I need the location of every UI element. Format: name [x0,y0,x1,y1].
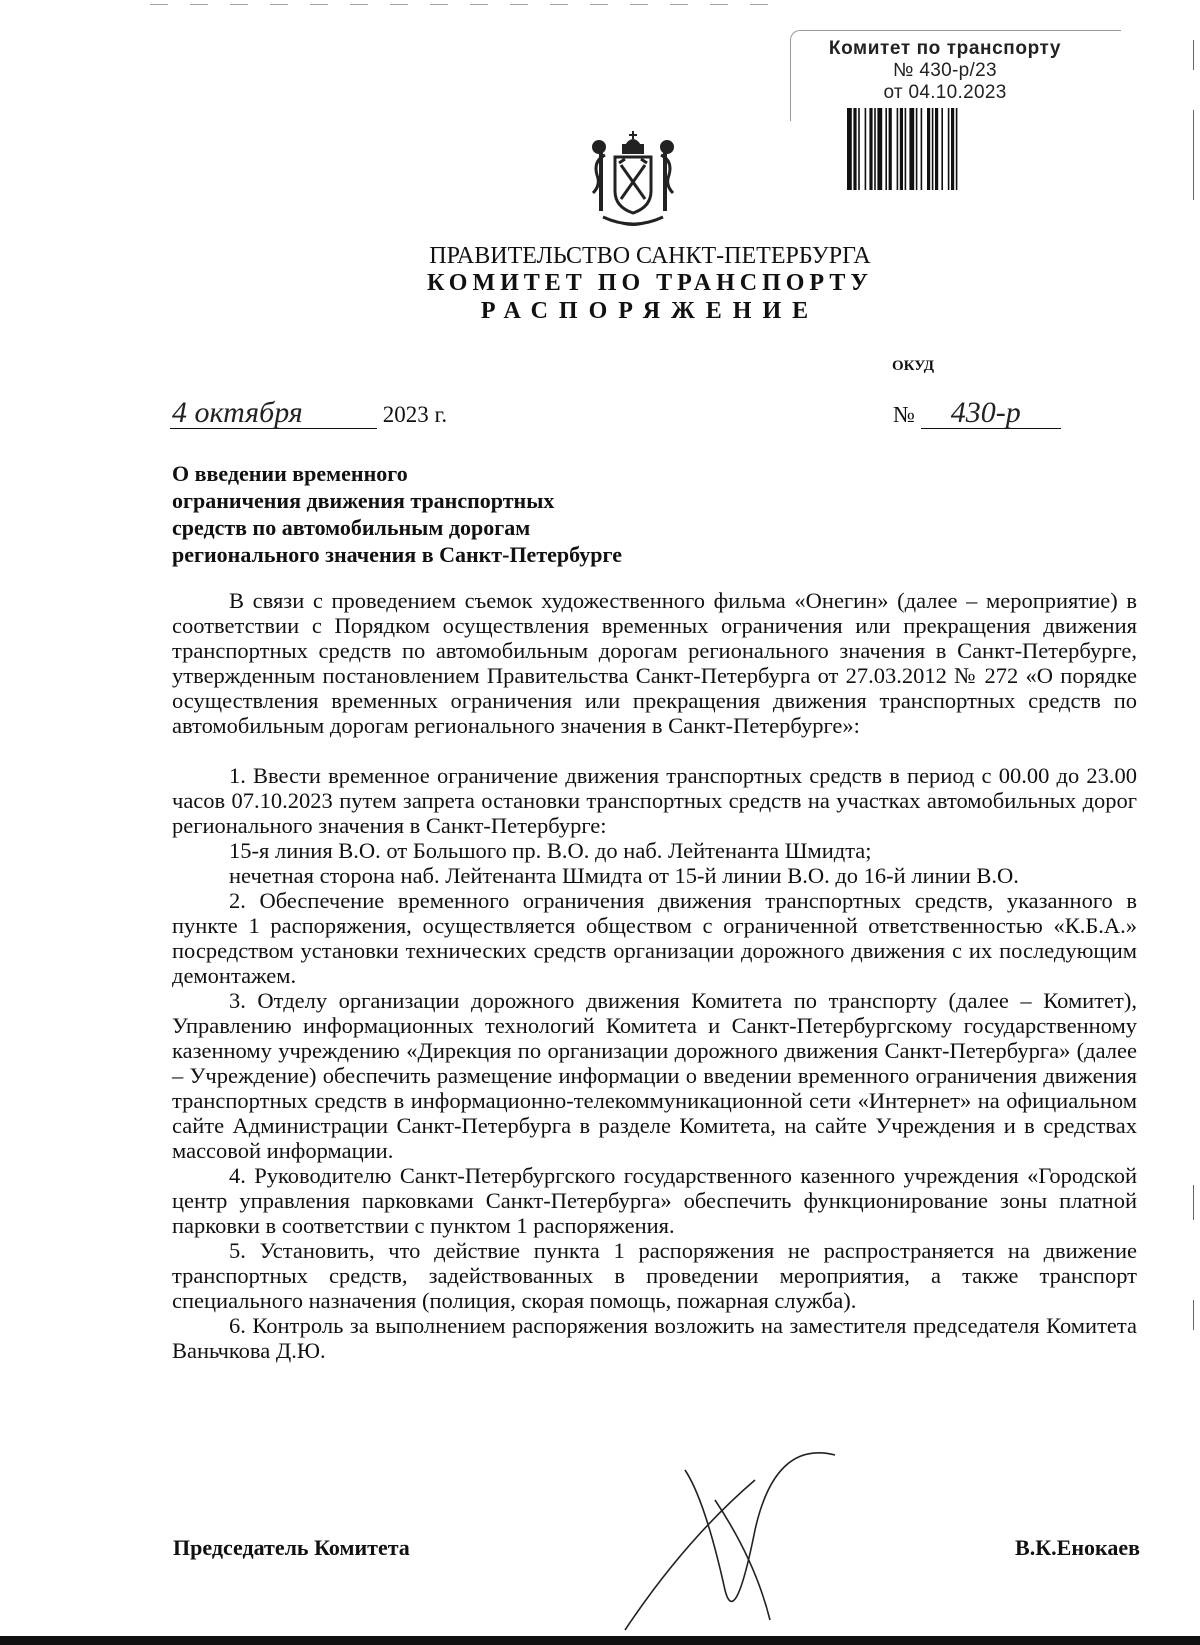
signatory-position: Председатель Комитета [173,1535,410,1560]
paragraph-1: 1. Ввести временное ограничение движения транспортных средств в период с 00.00 до 23.00 часов 07.10.2023 путем запрета остановки транспортных средств на участках автомобильных дорог регионального значения в Санкт-Петербурге: [172,763,1137,838]
stamp-number: № 430-р/23 [893,60,997,81]
handwritten-date: 4 октября [170,398,377,429]
scan-artifact-edge [1193,40,1194,70]
paragraph-4: 4. Руководителю Санкт-Петербургского государственного казенного учреждения «Городской центр управления парковками Санкт-Петербурга» обеспечить функционирование зоны платной парковки в соответствии с пунктом 1 распоряжения. [172,1163,1137,1238]
government-title: ПРАВИТЕЛЬСТВО САНКТ-ПЕТЕРБУРГА [429,243,871,269]
subject-line: регионального значения в Санкт-Петербурге [172,542,622,567]
date-year: 2023 г. [382,402,448,427]
handwritten-number: 430-р [921,398,1061,429]
signatory-name: В.К.Енокаев [1015,1535,1140,1560]
scan-artifact-edge [1193,1185,1194,1220]
document-number [893,398,1061,429]
scan-artifact-top [150,4,770,5]
committee-title: КОМИТЕТ ПО ТРАНСПОРТУ [427,270,873,296]
subject-line: ограничения движения транспортных [172,488,555,513]
scan-artifact-edge [1193,1300,1194,1330]
paragraph-6: 6. Контроль за выполнением распоряжения возложить на заместителя председателя Комитета Ваньчкова Д.Ю. [172,1313,1137,1363]
subject-line: О введении временного [172,461,408,486]
document-date [170,398,447,429]
document-type: РАСПОРЯЖЕНИЕ [480,298,820,324]
paragraph-1-item-2: нечетная сторона наб. Лейтенанта Шмидта от 15-й линии В.О. до 16-й линии В.О. [229,863,1019,888]
paragraph-1-item-1: 15-я линия В.О. от Большого пр. В.О. до наб. Лейтенанта Шмидта; [229,838,872,863]
barcode-icon [845,108,1035,190]
document-body [172,588,1137,1363]
document-subject [172,460,692,568]
subject-line: средств по автомобильным дорогам [172,515,531,540]
saint-petersburg-coat-of-arms-icon [585,125,681,235]
paragraph-5: 5. Установить, что действие пункта 1 распоряжения не распространяется на движение транспортных средств, задействованных в проведении мероприятия, а также транспорт специального назначения (полиция, скорая помощь, пожарная служба). [172,1238,1137,1313]
okud-label: ОКУД [892,358,935,374]
preamble-paragraph: В связи с проведением съемок художественного фильма «Онегин» (далее – мероприятие) в соответствии с Порядком осуществления временных ограничения или прекращения движения транспортных средств по автомобильным дорогам регионального значения в Санкт-Петербурге, утвержденным постановлением Правительства Санкт-Петербурга от 27.03.2012 № 272 «О порядке осуществления временных ограничения или прекращения движения транспортных средств по автомобильным дорогам регионального значения в Санкт-Петербурге»: [172,588,1137,738]
paragraph-3: 3. Отделу организации дорожного движения Комитета по транспорту (далее – Комитет), Управлению информационных технологий Комитета и Санкт-Петербургскому государственному казенному учреждению «Дирекция по организации дорожного движения Санкт-Петербурга» (далее – Учреждение) обеспечить размещение информации о введении временного ограничения движения транспортных средств в информационно-телекоммуникационной сети «Интернет» на официальном сайте Администрации Санкт-Петербурга в разделе Комитета, на сайте Учреждения и в средствах массовой информации. [172,988,1137,1163]
paragraph-2: 2. Обеспечение временного ограничения движения транспортных средств, указанного в пункте 1 распоряжения, осуществляется обществом с ограниченной ответственностью «К.Б.А.» посредством установки технических средств организации дорожного движения с их последующим демонтажем. [172,888,1137,988]
registration-stamp [790,30,1120,190]
scan-artifact-edge [1193,110,1194,200]
scan-artifact-bottom [0,1636,1200,1645]
number-label: № [893,402,915,427]
stamp-organization: Комитет по транспорту [828,38,1062,59]
handwritten-signature-icon [615,1440,855,1640]
stamp-date: от 04.10.2023 [883,82,1007,103]
